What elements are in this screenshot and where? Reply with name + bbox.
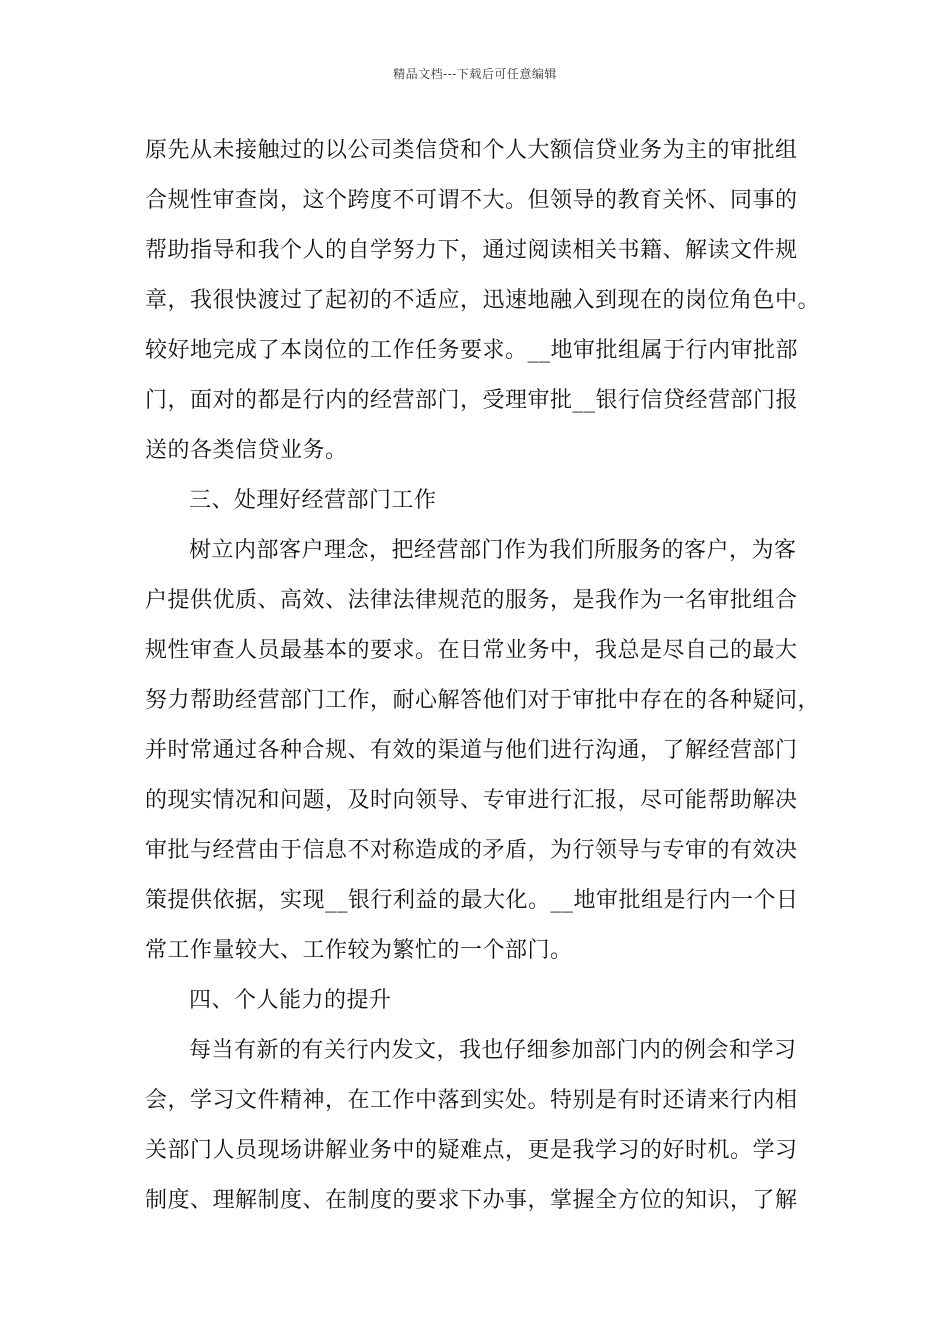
- text-line: 章，我很快渡过了起初的不适应，迅速地融入到现在的岗位角色中。: [145, 288, 821, 313]
- document-body: [145, 126, 821, 1226]
- text-line: 常工作量较大、工作较为繁忙的一个部门。: [145, 938, 573, 963]
- text-line: 每当有新的有关行内发文，我也仔细参加部门内的例会和学习: [189, 1038, 797, 1063]
- text-line: 审批与经营由于信息不对称造成的矛盾，为行领导与专审的有效决: [145, 838, 798, 863]
- section-heading: 四、个人能力的提升: [189, 988, 392, 1013]
- text-line: 并时常通过各种合规、有效的渠道与他们进行沟通，了解经营部门: [145, 738, 798, 763]
- text-line: 关部门人员现场讲解业务中的疑难点，更是我学习的好时机。学习: [145, 1138, 798, 1163]
- text-line: 较好地完成了本岗位的工作任务要求。__地审批组属于行内审批部: [145, 338, 799, 363]
- page-header: 精品文档---下载后可任意编辑: [393, 67, 557, 81]
- text-line: 规性审查人员最基本的要求。在日常业务中，我总是尽自己的最大: [145, 638, 798, 663]
- text-line: 帮助指导和我个人的自学努力下，通过阅读相关书籍、解读文件规: [145, 238, 798, 263]
- text-line: 策提供依据，实现__银行利益的最大化。__地审批组是行内一个日: [145, 888, 799, 913]
- text-line: 送的各类信贷业务。: [145, 438, 348, 463]
- text-line: 合规性审查岗，这个跨度不可谓不大。但领导的教育关怀、同事的: [145, 188, 798, 213]
- text-line: 制度、理解制度、在制度的要求下办事，掌握全方位的知识，了解: [145, 1188, 798, 1213]
- section-heading: 三、处理好经营部门工作: [189, 488, 437, 513]
- text-line: 努力帮助经营部门工作，耐心解答他们对于审批中存在的各种疑问，: [145, 688, 821, 713]
- text-line: 原先从未接触过的以公司类信贷和个人大额信贷业务为主的审批组: [145, 138, 798, 163]
- text-line: 门，面对的都是行内的经营部门，受理审批__银行信贷经营部门报: [145, 388, 799, 413]
- text-line: 的现实情况和问题，及时向领导、专审进行汇报，尽可能帮助解决: [145, 788, 798, 813]
- text-line: 会，学习文件精神，在工作中落到实处。特别是有时还请来行内相: [145, 1088, 798, 1113]
- text-line: 户提供优质、高效、法律法律规范的服务，是我作为一名审批组合: [145, 588, 798, 613]
- text-line: 树立内部客户理念，把经营部门作为我们所服务的客户，为客: [189, 538, 797, 563]
